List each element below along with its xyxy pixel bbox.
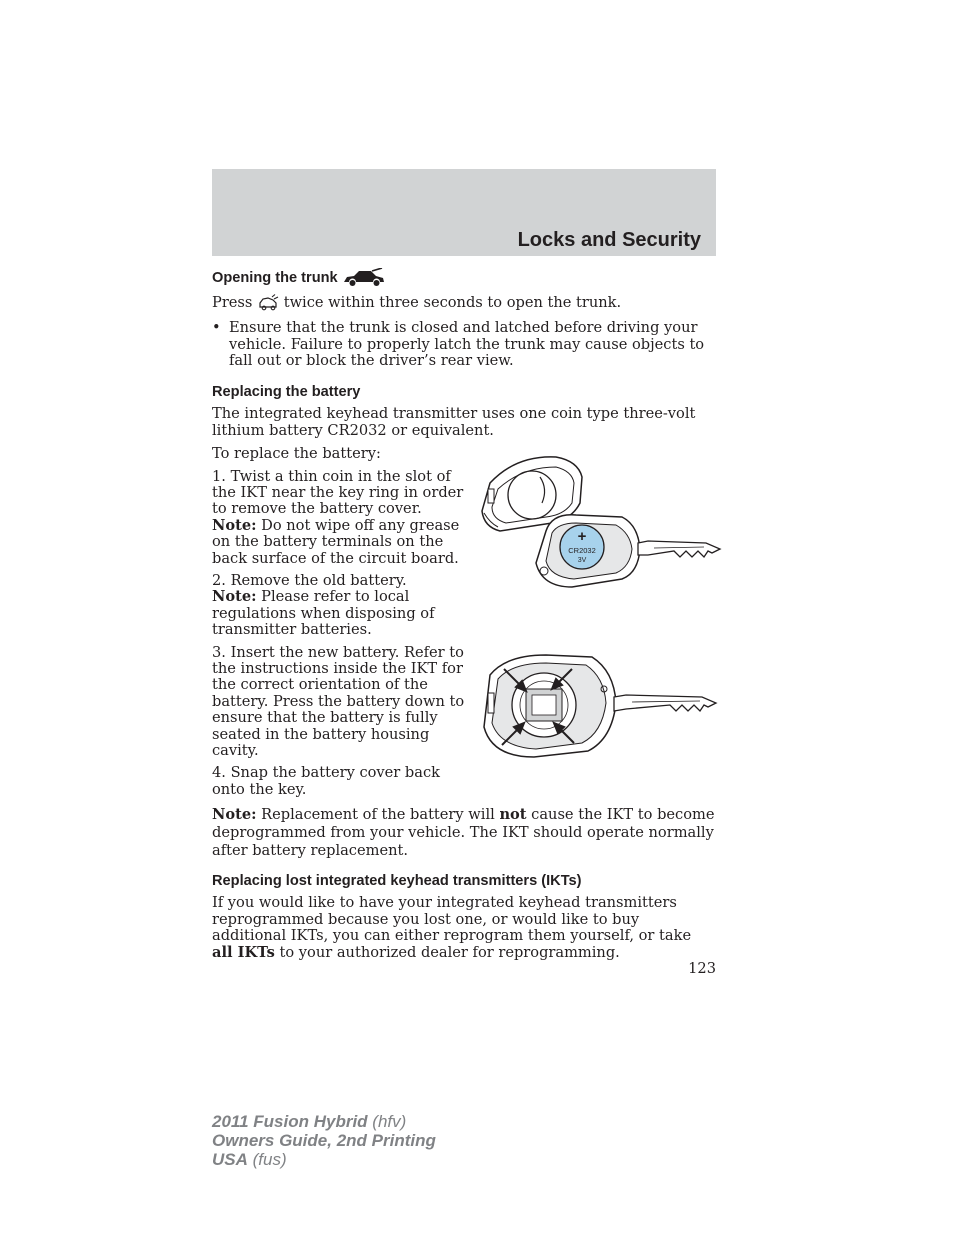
footer-line-1: 2011 Fusion Hybrid (hfv) xyxy=(212,1112,407,1131)
section-title: Locks and Security xyxy=(517,229,701,251)
step-4: 4. Snap the battery cover back onto the key. xyxy=(212,764,440,798)
footer-line-3: USA (fus) xyxy=(212,1150,287,1169)
trunk-bullet: • Ensure that the trunk is closed and latched before driving your vehicle. Failure to properly latch the trunk may cause objects to fall out or block the driver’s rear view. xyxy=(212,319,705,369)
to-replace-text: To replace the battery: xyxy=(212,445,381,463)
battery-cover-figure xyxy=(476,453,722,603)
replacing-battery-heading: Replacing the battery xyxy=(212,384,361,401)
opening-trunk-heading: Opening the trunk xyxy=(212,268,716,288)
bullet-dot: • xyxy=(212,319,221,337)
battery-note: Note: Replacement of the battery will not cause the IKT to become deprogrammed from your vehicle. The IKT should operate normally after battery replacement. xyxy=(212,806,715,860)
page-content xyxy=(212,268,716,961)
battery-insert-figure xyxy=(476,653,722,769)
step-3: 3. Insert the new battery. Refer to the instructions inside the IKT for the correct orientation of the battery. Press the battery down to ensure that the battery is fully seated in the battery housing cavity. xyxy=(212,643,465,760)
lost-ikts-heading: Replacing lost integrated keyhead transmitters (IKTs) xyxy=(212,873,582,890)
car-trunk-icon xyxy=(342,268,386,288)
press-instruction: Press twice within three seconds to open the trunk. xyxy=(212,294,622,312)
footer-line-2: Owners Guide, 2nd Printing xyxy=(212,1131,436,1150)
battery-intro: The integrated keyhead transmitter uses one coin type three-volt lithium battery CR2032 or equivalent. xyxy=(212,405,696,439)
battery-steps xyxy=(212,469,468,799)
lost-ikts-text: If you would like to have your integrated keyhead transmitters reprogrammed because you lost one, or would like to buy additional IKTs, you can either reprogram them yourself, or take all IKTs to your authorized dealer for reprogramming. xyxy=(212,894,692,961)
steps-with-figures xyxy=(212,469,716,799)
trunk-release-icon xyxy=(257,294,279,312)
battery-plus-label: + xyxy=(577,527,587,545)
battery-voltage-label: 3V xyxy=(577,556,587,564)
step-1: 1. Twist a thin coin in the slot of the IKT near the key ring in order to remove the battery cover. Note: Do not wipe off any grease on the battery terminals on the back surface of the circuit board. xyxy=(212,467,464,567)
step-2: 2. Remove the old battery. Note: Please refer to local regulations when disposing of transmitter batteries. xyxy=(212,572,435,639)
document-footer xyxy=(212,1112,436,1169)
page-number: 123 xyxy=(688,960,716,977)
key-figures xyxy=(468,469,716,799)
battery-model-label: CR2032 xyxy=(568,545,596,555)
section-header-bar xyxy=(212,169,716,256)
